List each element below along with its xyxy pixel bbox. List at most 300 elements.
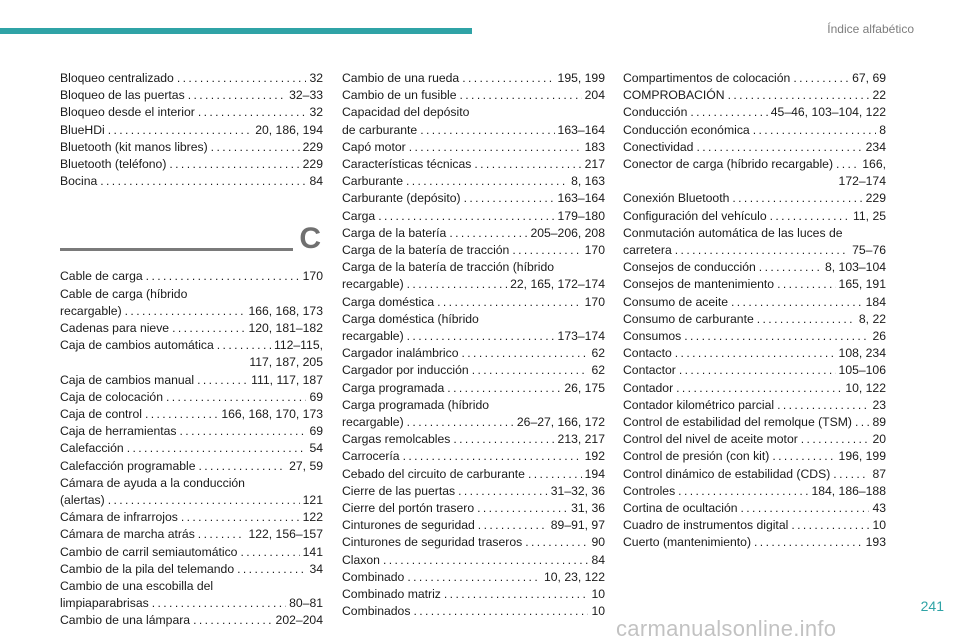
index-entry-line — [60, 440, 323, 457]
index-entry-line — [342, 431, 605, 448]
entry-pages: 165, 191 — [838, 277, 886, 292]
entry-term: Cierre del portón trasero — [342, 501, 475, 516]
dot-leader — [679, 362, 836, 379]
dot-leader — [198, 526, 246, 543]
index-entry-line — [623, 156, 886, 173]
dot-leader — [199, 458, 287, 475]
index-entry-line — [342, 345, 605, 362]
entry-pages: 122 — [302, 510, 323, 525]
index-entry-line — [623, 139, 886, 156]
entry-term: recargable) — [60, 303, 122, 318]
divider-rule — [60, 248, 293, 251]
entry-pages: 69 — [309, 424, 323, 439]
index-entry-line — [60, 104, 323, 121]
index-entry — [342, 517, 605, 534]
entry-term: Conducción económica — [623, 122, 750, 137]
entry-pages: 105–106 — [838, 363, 886, 378]
index-entry — [623, 483, 886, 500]
index-entry — [342, 448, 605, 465]
entry-term: Capó motor — [342, 139, 406, 154]
index-entry — [342, 483, 605, 500]
index-entry-line — [342, 70, 605, 87]
dot-leader — [477, 500, 568, 517]
index-entry — [623, 311, 886, 328]
entry-pages: 193 — [865, 535, 886, 550]
entry-pages: 43 — [872, 501, 886, 516]
entry-term: Carga de la batería de tracción — [342, 243, 510, 258]
index-entry-line — [342, 225, 605, 242]
index-entry — [342, 225, 605, 242]
dot-leader — [464, 190, 555, 207]
index-entry — [60, 70, 323, 87]
entry-term: Cámara de ayuda a la conducción — [60, 475, 245, 490]
dot-leader — [690, 104, 767, 121]
index-entry-line — [623, 225, 886, 242]
entry-pages: 10 — [591, 604, 605, 619]
dot-leader — [181, 509, 300, 526]
index-entry-line — [623, 448, 886, 465]
entry-pages: 205–206, 208 — [530, 225, 605, 240]
dot-leader — [460, 87, 582, 104]
entry-pages: 10 — [591, 587, 605, 602]
index-entry-line — [60, 320, 323, 337]
entry-term: Conectividad — [623, 139, 694, 154]
index-entry — [623, 345, 886, 362]
dot-leader — [741, 500, 870, 517]
index-entry-line — [342, 173, 605, 190]
entry-term: COMPROBACIÓN — [623, 88, 725, 103]
entry-term: Caja de herramientas — [60, 424, 177, 439]
entry-pages: 26 — [872, 329, 886, 344]
entry-term: BlueHDi — [60, 122, 105, 137]
index-column-3 — [623, 70, 886, 552]
dot-leader — [801, 431, 870, 448]
entry-term: Cámara de infrarrojos — [60, 510, 178, 525]
entry-term: Consumo de carburante — [623, 311, 754, 326]
dot-leader — [172, 320, 245, 337]
entry-pages: 163–164 — [557, 191, 605, 206]
index-entry — [60, 104, 323, 121]
index-entries-b — [60, 70, 323, 190]
dot-leader — [198, 104, 307, 121]
entry-term: Caja de colocación — [60, 389, 163, 404]
index-entry — [623, 87, 886, 104]
index-entry-line — [342, 328, 605, 345]
entry-pages: 27, 59 — [289, 458, 323, 473]
entry-term: Carrocería — [342, 449, 400, 464]
index-entry — [623, 500, 886, 517]
dot-leader — [777, 276, 835, 293]
entry-pages: 121 — [302, 493, 323, 508]
index-entry — [623, 328, 886, 345]
index-entry — [60, 389, 323, 406]
entry-pages: 179–180 — [557, 208, 605, 223]
index-column-2 — [342, 70, 605, 621]
entry-pages: 202–204 — [275, 613, 323, 628]
index-entry-line — [623, 87, 886, 104]
index-entry — [60, 440, 323, 457]
entry-term: de carburante — [342, 122, 418, 137]
dot-leader — [512, 242, 581, 259]
entry-pages: 183 — [584, 139, 605, 154]
index-entry — [60, 423, 323, 440]
index-entry — [60, 578, 323, 612]
index-entry — [342, 431, 605, 448]
index-entry-line — [60, 173, 323, 190]
index-entry-line — [623, 414, 886, 431]
entry-pages: 229 — [865, 191, 886, 206]
dot-leader — [675, 242, 849, 259]
entry-term: Cuerto (mantenimiento) — [623, 535, 752, 550]
index-entry-line — [623, 517, 886, 534]
entry-pages: 8, 22 — [858, 311, 886, 326]
dot-leader — [731, 294, 863, 311]
entry-pages: 111, 117, 187 — [251, 372, 323, 387]
entry-pages: 10, 23, 122 — [544, 569, 605, 584]
entry-term: Cadenas para nieve — [60, 321, 170, 336]
dot-leader — [152, 595, 286, 612]
entry-pages: 192 — [584, 449, 605, 464]
entry-pages: 108, 234 — [838, 346, 886, 361]
entry-pages: 26–27, 166, 172 — [516, 415, 605, 430]
entry-pages: 166, 168, 170, 173 — [221, 407, 323, 422]
entry-term: Calefacción programable — [60, 458, 196, 473]
watermark: carmanualsonline.info — [616, 616, 837, 641]
index-entry-line — [623, 208, 886, 225]
index-entry — [60, 173, 323, 190]
entry-term: Cortina de ocultación — [623, 501, 738, 516]
entry-term: Cuadro de instrumentos digital — [623, 518, 789, 533]
entry-pages: 163–164 — [557, 122, 605, 137]
entry-pages: 67, 69 — [852, 71, 886, 85]
entry-term: Cable de carga — [60, 269, 143, 284]
entry-term: Conducción — [623, 105, 688, 120]
entry-term: Compartimentos de colocación — [623, 71, 791, 85]
entry-term: Características técnicas — [342, 157, 472, 172]
entry-pages: 62 — [591, 363, 605, 378]
index-entry-line — [60, 156, 323, 173]
index-entry-line — [342, 397, 605, 414]
entry-term: Carga doméstica (híbrido — [342, 311, 479, 326]
index-entry-line — [342, 466, 605, 483]
index-entry-line — [60, 595, 323, 612]
dot-leader — [676, 380, 842, 397]
entry-term: Cambio de un fusible — [342, 88, 457, 103]
dot-leader — [180, 423, 307, 440]
entry-term: Carga — [342, 208, 376, 223]
index-entry-line — [623, 483, 886, 500]
entry-pages: 75–76 — [852, 243, 886, 258]
index-entry — [342, 173, 605, 190]
index-entry-line — [342, 517, 605, 534]
entry-term: Cebado del circuito de carburante — [342, 466, 525, 481]
entry-term: Control del nivel de aceite motor — [623, 432, 798, 447]
dot-leader — [145, 406, 218, 423]
index-entry — [342, 586, 605, 603]
dot-leader — [169, 156, 299, 173]
index-entry — [623, 448, 886, 465]
dot-leader — [406, 173, 568, 190]
index-entry — [342, 397, 605, 431]
entry-term: Consejos de mantenimiento — [623, 277, 775, 292]
dot-leader — [684, 328, 869, 345]
entry-term: Control dinámico de estabilidad (CDS) — [623, 466, 831, 481]
index-entry — [623, 362, 886, 379]
dot-leader — [237, 561, 306, 578]
index-entry-line — [60, 475, 323, 492]
entry-pages: 213, 217 — [557, 432, 605, 447]
entry-term: carretera — [623, 243, 672, 258]
dot-leader — [127, 440, 307, 457]
dot-leader — [188, 87, 286, 104]
index-entry — [60, 286, 323, 320]
entry-pages: 166, — [862, 157, 886, 172]
index-entry-line — [623, 276, 886, 293]
index-entry-line — [60, 70, 323, 87]
index-entry-line — [60, 458, 323, 475]
index-entry-line — [623, 294, 886, 311]
dot-leader — [675, 345, 836, 362]
dot-leader — [125, 303, 246, 320]
dot-leader — [193, 612, 272, 629]
entry-pages: 166, 168, 173 — [248, 303, 323, 318]
dot-leader — [240, 544, 299, 561]
entry-term: Capacidad del depósito — [342, 105, 470, 120]
entry-term: Bocina — [60, 174, 98, 189]
entry-pages: 184 — [865, 294, 886, 309]
dot-leader — [100, 173, 306, 190]
entry-pages: 11, 25 — [853, 208, 886, 223]
entry-term: Cargas remolcables — [342, 432, 451, 447]
dot-leader — [757, 311, 856, 328]
index-entry — [342, 104, 605, 138]
index-entry-line — [60, 561, 323, 578]
entry-pages: 217 — [584, 157, 605, 172]
entry-term: Calefacción — [60, 441, 124, 456]
dot-leader — [403, 448, 582, 465]
page-number: 241 — [920, 598, 944, 614]
dot-leader — [444, 586, 589, 603]
entry-term: Cambio de la pila del telemando — [60, 561, 235, 576]
dot-leader — [777, 397, 869, 414]
dot-leader — [791, 517, 869, 534]
index-entry — [342, 500, 605, 517]
entry-pages: 80–81 — [289, 596, 323, 611]
entry-term: Combinado — [342, 569, 405, 584]
index-entry-line — [60, 612, 323, 629]
dot-leader — [383, 552, 589, 569]
index-entry — [342, 311, 605, 345]
index-entry-line — [60, 303, 323, 320]
index-entry-line — [342, 414, 605, 431]
dot-leader — [462, 70, 554, 87]
entry-pages: 8, 163 — [571, 174, 605, 189]
index-entry — [623, 122, 886, 139]
entry-pages: 112–115, — [273, 338, 323, 353]
index-entry — [623, 259, 886, 276]
index-entry — [623, 517, 886, 534]
entry-term: Contador — [623, 380, 674, 395]
index-entry — [60, 87, 323, 104]
dot-leader — [696, 139, 862, 156]
dot-leader — [409, 139, 582, 156]
entry-term: Contactor — [623, 363, 676, 378]
index-entry — [342, 569, 605, 586]
entry-pages: 69 — [309, 389, 323, 404]
index-entry-line — [342, 104, 605, 121]
index-entry — [623, 104, 886, 121]
entry-pages: 22, 165, 172–174 — [510, 277, 605, 292]
dot-leader — [217, 337, 271, 354]
index-entry — [60, 475, 323, 509]
index-entry — [623, 70, 886, 87]
entry-term: Cámara de marcha atrás — [60, 527, 195, 542]
entry-term: Carga de la batería de tracción (híbrido — [342, 260, 555, 275]
index-entry — [342, 70, 605, 87]
index-entry-line — [623, 500, 886, 517]
index-entry — [60, 406, 323, 423]
index-entry-line — [60, 492, 323, 509]
dot-leader — [474, 156, 581, 173]
dot-leader — [437, 294, 582, 311]
index-entry — [623, 431, 886, 448]
dot-leader — [462, 345, 589, 362]
index-entry — [342, 208, 605, 225]
index-entry — [342, 294, 605, 311]
entry-pages: 20 — [872, 432, 886, 447]
dot-leader — [754, 534, 863, 551]
index-entry-line — [623, 362, 886, 379]
index-entry — [623, 534, 886, 551]
index-entry-line — [342, 122, 605, 139]
entry-pages: 196, 199 — [838, 449, 886, 464]
index-entries — [623, 70, 886, 552]
dot-leader — [753, 122, 877, 139]
index-entry — [342, 190, 605, 207]
index-entry-line — [342, 483, 605, 500]
index-entry — [623, 380, 886, 397]
index-entry — [60, 544, 323, 561]
index-entry — [342, 242, 605, 259]
index-entry — [60, 139, 323, 156]
entry-pages: 31, 36 — [571, 501, 605, 516]
entry-term: limpiaparabrisas — [60, 596, 149, 611]
index-entry-line — [623, 311, 886, 328]
entry-pages: 87 — [872, 466, 886, 481]
index-entry — [342, 345, 605, 362]
section-letter: C — [299, 222, 321, 256]
dot-leader — [836, 156, 859, 173]
index-entries — [342, 70, 605, 621]
entry-pages: 20, 186, 194 — [255, 122, 323, 137]
index-entry — [60, 320, 323, 337]
entry-term: (alertas) — [60, 493, 105, 508]
entry-term: Conector de carga (híbrido recargable) — [623, 157, 834, 172]
index-entry-line — [60, 526, 323, 543]
index-entry — [60, 526, 323, 543]
entry-term: Caja de control — [60, 407, 142, 422]
index-entry-line — [60, 423, 323, 440]
entry-term: Bloqueo de las puertas — [60, 88, 185, 103]
index-entry-line — [342, 311, 605, 328]
index-entry-line — [60, 87, 323, 104]
index-entry-line — [342, 156, 605, 173]
entry-term: Configuración del vehículo — [623, 208, 767, 223]
entry-term: Cambio de carril semiautomático — [60, 544, 238, 559]
dot-leader — [420, 122, 554, 139]
dot-leader — [732, 190, 862, 207]
entry-pages: 26, 175 — [564, 380, 605, 395]
dot-leader — [728, 87, 870, 104]
entry-term: Combinados — [342, 604, 411, 619]
index-entry-line — [60, 406, 323, 423]
index-entry-line — [623, 397, 886, 414]
entry-term: Consumo de aceite — [623, 294, 729, 309]
dot-leader — [166, 389, 306, 406]
dot-leader — [407, 414, 514, 431]
dot-leader — [525, 534, 588, 551]
entry-pages: 10, 122 — [845, 380, 886, 395]
index-entry-line — [60, 578, 323, 595]
index-entry — [623, 294, 886, 311]
index-entry-line — [342, 500, 605, 517]
dot-leader — [833, 466, 869, 483]
index-entry — [342, 362, 605, 379]
index-entry — [60, 268, 323, 285]
entry-term: Contacto — [623, 346, 672, 361]
entry-term: Carga programada (híbrido — [342, 397, 490, 412]
entry-pages: 184, 186–188 — [811, 483, 886, 498]
entry-term: Carga de la batería — [342, 225, 447, 240]
entry-term: Control de estabilidad del remolque (TSM) — [623, 415, 852, 430]
index-entry-line — [623, 122, 886, 139]
entry-pages: 204 — [584, 88, 605, 103]
index-entry — [60, 337, 323, 371]
entry-term: Cable de carga (híbrido — [60, 286, 188, 301]
index-entry — [342, 156, 605, 173]
entry-term: Carga doméstica — [342, 294, 435, 309]
entry-pages: 120, 181–182 — [248, 321, 323, 336]
index-entry — [60, 156, 323, 173]
index-entry-line — [342, 448, 605, 465]
dot-leader — [407, 328, 555, 345]
entry-pages-continued: 172–174 — [838, 174, 886, 189]
dot-leader — [472, 362, 589, 379]
entry-pages: 32 — [309, 105, 323, 120]
index-entry-line — [60, 509, 323, 526]
dot-leader — [759, 259, 822, 276]
index-entry — [342, 603, 605, 620]
index-entry-line — [60, 286, 323, 303]
entry-term: Claxon — [342, 552, 380, 567]
entry-term: Conexión Bluetooth — [623, 191, 730, 206]
index-entry-line — [623, 259, 886, 276]
index-entry — [60, 372, 323, 389]
index-entry-line — [623, 466, 886, 483]
index-entry-line — [60, 139, 323, 156]
dot-leader — [855, 414, 869, 431]
index-entry-line — [342, 139, 605, 156]
entry-pages: 32 — [309, 71, 323, 85]
index-entry-line — [342, 569, 605, 586]
index-entry-line — [623, 380, 886, 397]
dot-leader — [447, 380, 561, 397]
index-entry-line — [342, 190, 605, 207]
index-entries-c — [60, 268, 323, 629]
entry-term: Cinturones de seguridad traseros — [342, 535, 523, 550]
dot-leader — [458, 483, 548, 500]
dot-leader — [453, 431, 554, 448]
